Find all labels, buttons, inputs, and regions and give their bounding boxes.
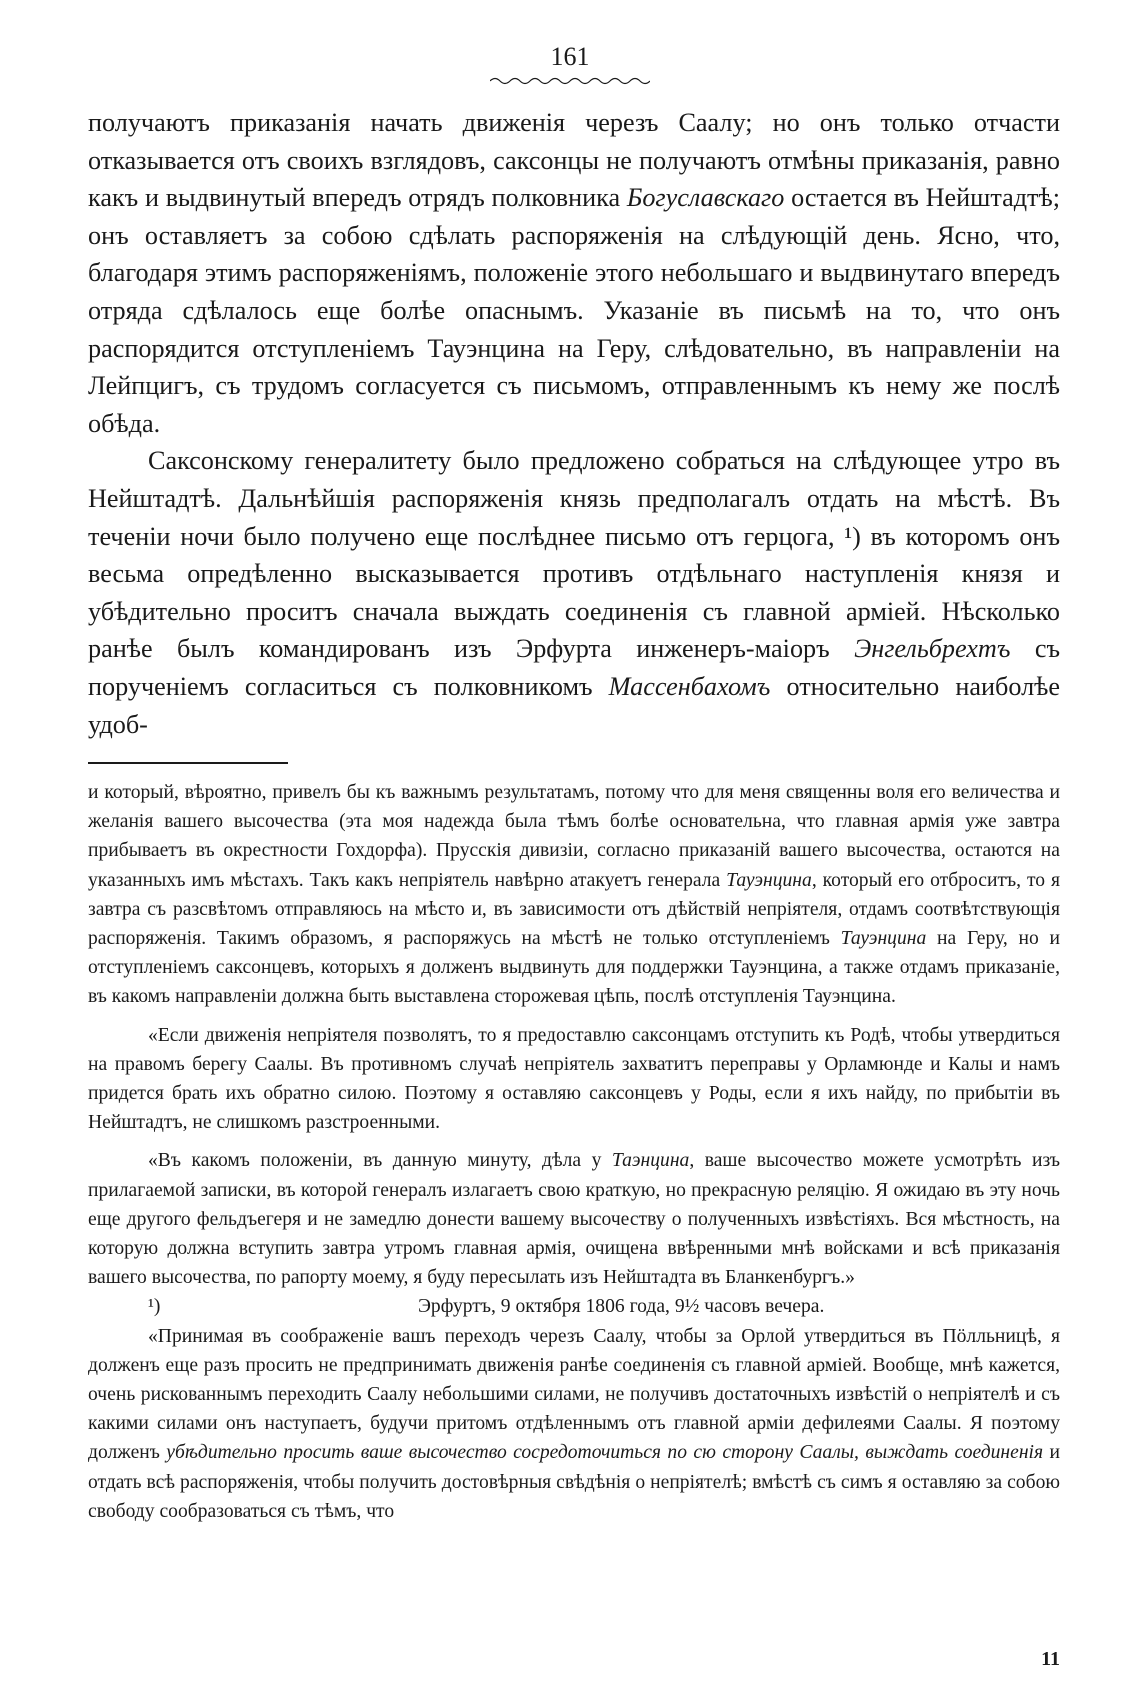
person-name: Таэнцина xyxy=(611,1150,690,1172)
note-paragraph-4: «Принимая въ соображеніе вашъ переходъ черезъ Саалу, чтобы за Орлой утвердиться въ Пöлльницѣ, я долженъ еще разъ просить не предпринимать движенія ранѣе соединенія съ главной арміей. Вообще, мнѣ кажется, очень рискованнымъ переходить Саалу небольшими силами, не получивъ достаточныхъ извѣстій о непріятелѣ и съ какими силами онъ наступаетъ, будучи притомъ отдѣленнымъ отъ главной арміи дефилеями Саалы. Я поэтому долженъ убѣдительно просить ваше высочество сосредоточиться по сю сторону Саалы, выждать соединенія и отдать всѣ распоряженія, чтобы получить достовѣрныя свѣдѣнія о непріятелѣ; вмѣстѣ съ симъ я оставляю за собою свободу сообразоваться съ тѣмъ, что xyxy=(88,1325,1061,1522)
paragraph-1: получаютъ приказанія начать движенія черезъ Саалу; но онъ только отчасти отказывается отъ своихъ взглядовъ, саксонцы не получаютъ отмѣны приказанія, равно какъ и выдвинутый впередъ отрядъ полковника Богуславскаго остается въ Нейштадтѣ; онъ оставляетъ за собою сдѣлать распоряженія на слѣдующій день. Ясно, что, благодаря этимъ распоряженіямъ, положеніе этого небольшаго и выдвинутаго впередъ отряда сдѣлалось еще болѣе опаснымъ. Указаніе въ письмѣ на то, что онъ распорядится отступленіемъ Тауэнцина на Геру, слѣдовательно, въ направленіи на Лейпцигъ, съ трудомъ согласуется съ письмомъ, отправленнымъ къ нему же послѣ обѣда. xyxy=(88,108,1060,438)
person-name: Тауэнцина xyxy=(726,869,812,891)
main-text xyxy=(88,104,1060,743)
footnote-divider xyxy=(88,762,288,764)
person-name: Энгельбрехтъ xyxy=(854,634,1011,664)
footnote-heading: ¹) Эрфуртъ, 9 октября 1806 года, 9½ часовъ вечера. xyxy=(88,1292,1060,1321)
person-name: Массенбахомъ xyxy=(608,671,771,701)
person-name: Богуславскаго xyxy=(626,183,785,213)
note-paragraph-1: и который, вѣроятно, привелъ бы къ важнымъ результатамъ, потому что для меня священны воля его величества и желанія вашего высочества (эта моя надежда была тѣмъ болѣе основательна, что главная армія уже завтра прибываетъ въ окрестности Гохдорфа). Прусскія дивизіи, согласно приказаній вашего высочества, остаются на указанныхъ имъ мѣстахъ. Такъ какъ непріятель навѣрно атакуетъ генерала Тауэнцина, который его отброситъ, то я завтра съ разсвѣтомъ отправляюсь на мѣсто и, въ зависимости отъ дѣйствій непріятеля, отдамъ соотвѣтствующія распоряженія. Такимъ образомъ, я распоряжусь на мѣстѣ не только отступленіемъ Тауэнцина на Геру, но и отступленіемъ саксонцевъ, которыхъ я долженъ выдвинуть для поддержки Тауэнцина, а также отдамъ приказаніе, въ какомъ направленіи должна быть выставлена сторожевая цѣпь, послѣ отступленія Тауэнцина. xyxy=(88,782,1060,1008)
footnote-mark: ¹) xyxy=(148,1296,161,1318)
emphasis-text: убѣдительно просить ваше высочество сосредоточиться по сю сторону Саалы, выждать соединенія xyxy=(166,1442,1044,1464)
note-paragraph-2: «Если движенія непріятеля позволятъ, то я предоставлю саксонцамъ отступить къ Родѣ, чтобы утвердиться на правомъ берегу Саалы. Въ противномъ случаѣ непріятель захватитъ переправы у Орламюнде и Калы и намъ придется брать ихъ обратно силою. Поэтому я оставляю саксонцевъ у Роды, если я ихъ найду, по прибытіи въ Нейштадтъ, не слишкомъ разстроенными. xyxy=(88,1024,1060,1134)
ornament-wave-icon xyxy=(490,76,650,86)
paragraph-2: Саксонскому генералитету было предложено собраться на слѣдующее утро въ Нейштадтѣ. Дальнѣйшія распоряженія князь предполагалъ отдать на мѣстѣ. Въ теченіи ночи было получено еще послѣднее письмо отъ герцога, ¹) въ которомъ онъ весьма опредѣленно высказывается противъ отдѣльнаго наступленія князя и убѣдительно проситъ сначала выждать соединенія съ главной арміей. Нѣсколько ранѣе былъ командированъ изъ Эрфурта инженеръ-маіоръ Энгельбрехтъ съ порученіемъ согласиться съ полковникомъ Массенбахомъ относительно наиболѣе удоб- xyxy=(88,446,1060,739)
footnotes xyxy=(88,778,1060,1526)
person-name: Тауэнцина xyxy=(840,928,927,950)
signature-mark: 11 xyxy=(1041,1648,1060,1670)
footnote-ref: ¹) xyxy=(844,521,861,551)
note-paragraph-3: «Въ какомъ положеніи, въ данную минуту, дѣла у Таэнцина, ваше высочество можете усмотрѣть изъ прилагаемой записки, въ которой генералъ излагаетъ свою краткую, но прекрасную реляцію. Я ожидаю въ эту ночь еще другого фельдъегеря и не замедлю донести вашему высочеству о полученныхъ извѣстіяхъ. Вся мѣстность, на которую должна вступить завтра утромъ главная армія, очищена ввѣренными мнѣ войсками и всѣ приказанія вашего высочества, по рапорту моему, я буду пересылать изъ Нейштадта въ Бланкенбургъ.» xyxy=(88,1150,1060,1289)
page-number: 161 xyxy=(550,42,590,71)
